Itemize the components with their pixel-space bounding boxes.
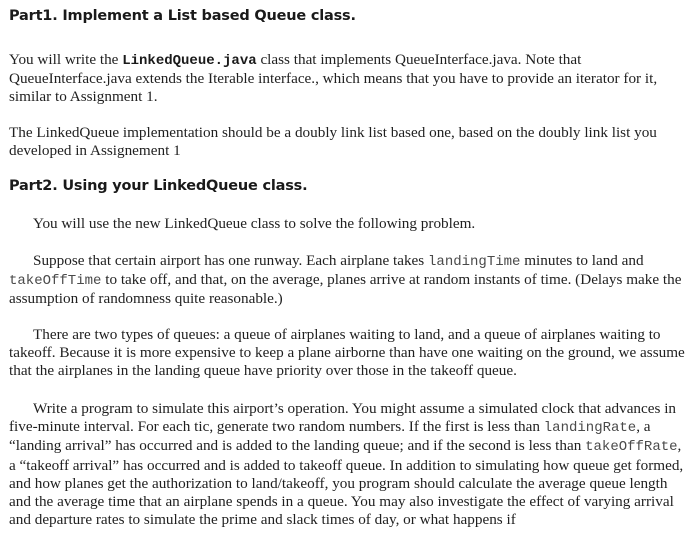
part2-p4-text-2: , a “landing arrival” has occurred and is added to the landing queue; and if the second is less than [9, 418, 651, 455]
part1-heading: Part1. Implement a List based Queue class. [9, 8, 356, 24]
part2-p2-text-2: minutes to land and [520, 252, 644, 269]
linkedqueue-java-filename: LinkedQueue.java [122, 53, 257, 69]
part2-paragraph-3: There are two types of queues: a queue of airplanes waiting to land, and a queue of airplanes waiting to takeoff. Because it is more expensive to keep a plane airborne than have one waiting on the ground, we assume that the airplanes in the landing queue have priority over those in the takeoff queue. [9, 326, 685, 380]
part2-p2-text-1: Suppose that certain airport has one runway. Each airplane takes [33, 252, 429, 269]
takeoffrate-code: takeOffRate [585, 439, 678, 456]
part2-heading: Part2. Using your LinkedQueue class. [9, 178, 308, 194]
part1-paragraph-1 [9, 51, 681, 107]
part1-p1-text-before: You will write the [9, 51, 123, 68]
takeofftime-code: takeOffTime [9, 273, 102, 290]
landingtime-code: landingTime [428, 254, 521, 270]
part2-p4-text-3: , a “takeoff arrival” has occurred and is added to takeoff queue. In addition to simulating how queue get formed, and how planes get the authorization to land/takeoff, you program should calculate the average queue length and the average time that an airplane spends in a queue. You may also investigate the effect of varying arrival and departure rates to simulate the prime and slack times of day, or what happens if [9, 437, 684, 529]
part2-paragraph-4 [9, 400, 689, 529]
part2-paragraph-2 [9, 252, 687, 309]
part2-p2-text-3: to take off, and that, on the average, planes arrive at random instants of time. (Delays make the assumption of randomness quite reasonable.) [9, 271, 682, 308]
part1-paragraph-2: The LinkedQueue implementation should be a doubly link list based one, based on the doubly link list you developed in Assignement 1 [9, 124, 657, 160]
part2-paragraph-1: You will use the new LinkedQueue class to solve the following problem. [33, 215, 476, 232]
part1-p1-text-after: class that implements QueueInterface.java. Note that QueueInterface.java extends the Iterable interface., which means that you have to provide an iterator for it, similar to Assignment 1. [9, 51, 658, 106]
landingrate-code: landingRate [543, 420, 637, 437]
part2-p4-text-1: Write a program to simulate this airport’s operation. You might assume a simulated clock that advances in five-minute interval. For each tic, generate two random numbers. If the first is less than [9, 400, 677, 436]
